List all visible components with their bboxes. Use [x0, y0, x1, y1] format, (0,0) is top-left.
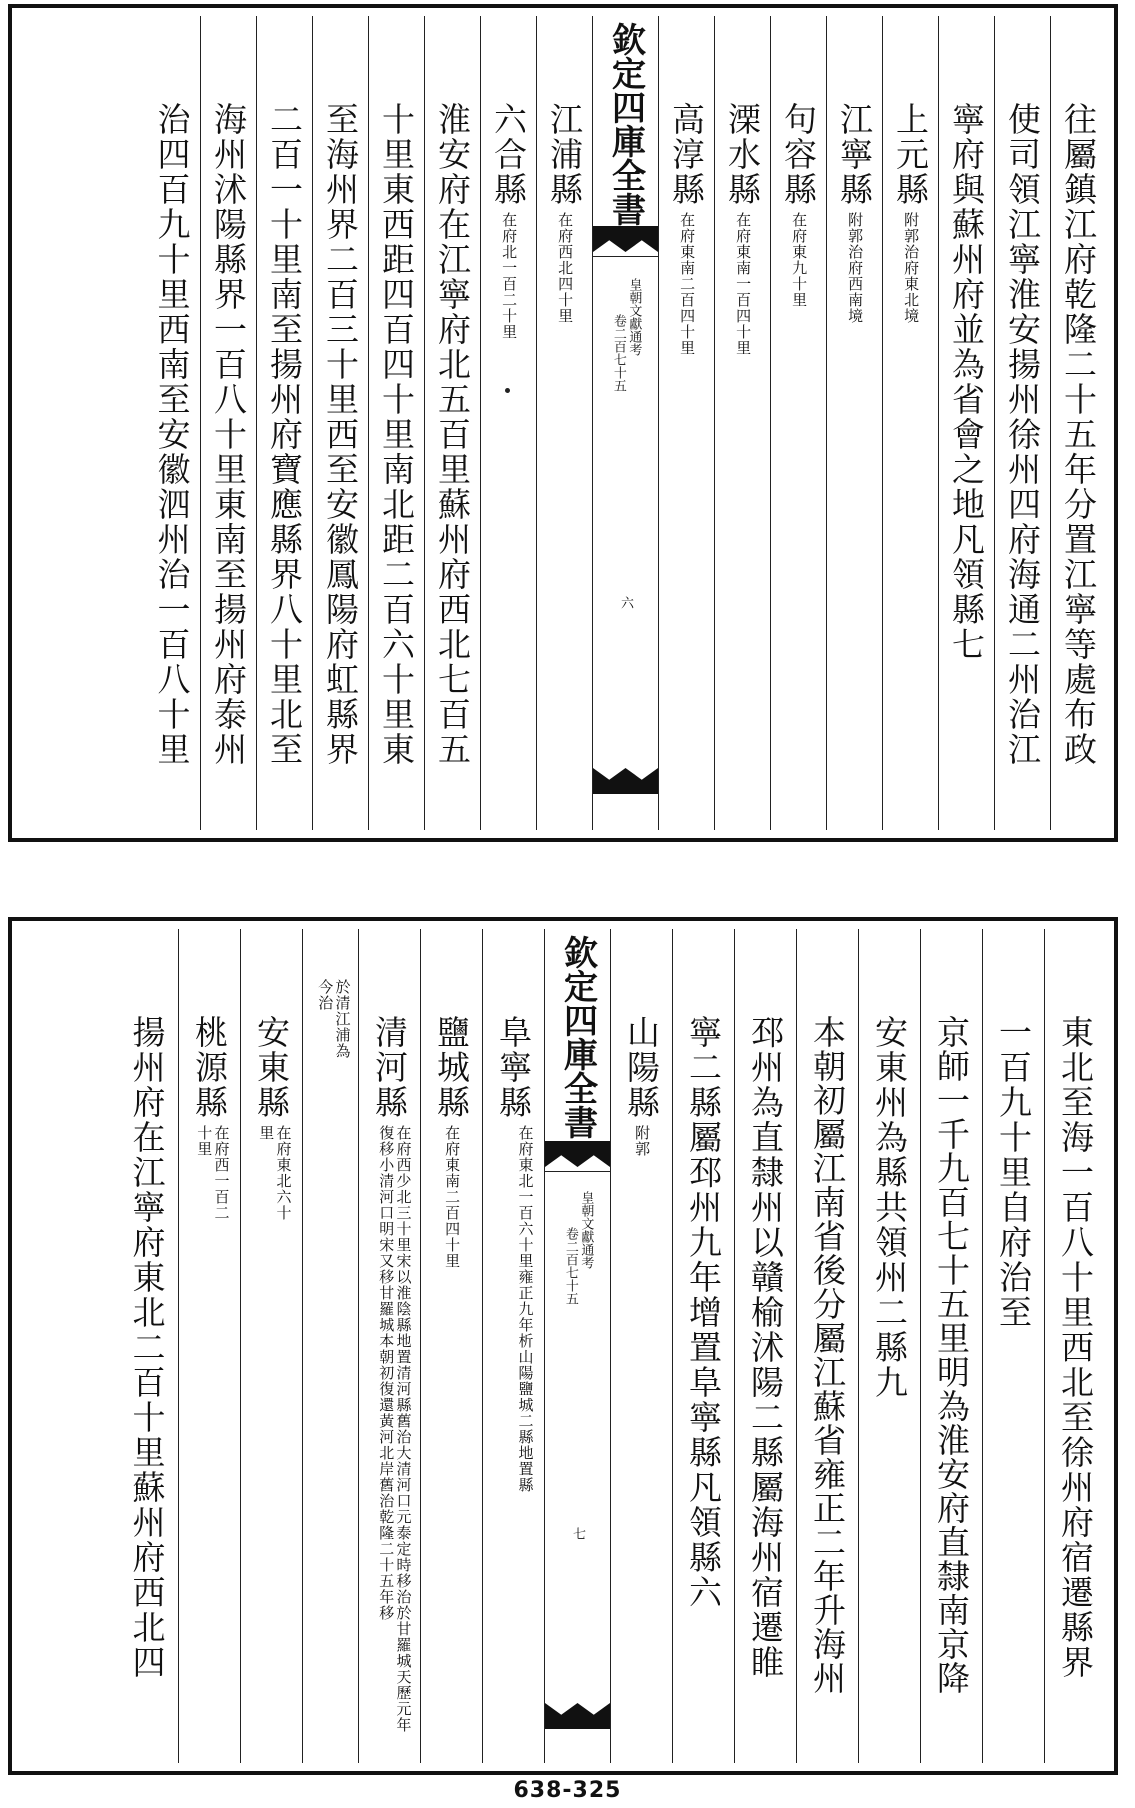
text-column	[882, 16, 938, 830]
column-main-text: 本朝初屬江南省後分屬江蘇省雍正二年升海州	[808, 1015, 847, 1695]
text-column	[734, 929, 796, 1763]
page-number: 六	[618, 596, 633, 609]
county-name: 六合縣	[489, 102, 528, 207]
text-column	[826, 16, 882, 830]
divider	[593, 256, 658, 257]
county-name: 山陽縣	[622, 1015, 661, 1120]
column-main-text: 海州沭陽縣界一百八十里東南至揚州府泰州	[209, 102, 248, 767]
text-column	[1050, 16, 1106, 830]
county-note: 在府東北一百六十里雍正九年析山陽鹽城二縣地置縣	[516, 1125, 535, 1493]
column-main-text: 東北至海一百八十里西北至徐州府宿遷縣界	[1056, 1015, 1095, 1680]
fishtail-mark	[545, 1703, 610, 1729]
column-main-text: 邳州為直隸州以贛榆沭陽二縣屬海州宿遷睢	[746, 1015, 785, 1680]
text-column	[994, 16, 1050, 830]
book-title: 欽定四庫全書	[605, 22, 646, 226]
county-note: 在府西一百二十里	[195, 1125, 231, 1221]
county-name: 江浦縣	[545, 102, 584, 207]
center-title-column	[544, 929, 610, 1763]
text-column	[1044, 929, 1106, 1763]
text-column	[858, 929, 920, 1763]
county-name: 清河縣	[370, 1015, 409, 1120]
text-columns	[20, 929, 1106, 1763]
text-column	[420, 929, 482, 1763]
county-note: 附郭治府西南境	[846, 212, 865, 324]
column-main-text: 安東州為縣共領州二縣九	[870, 1015, 909, 1400]
county-name: 安東縣	[252, 1015, 291, 1120]
column-main-text: 寧府與蘇州府並為省會之地凡領縣七	[947, 102, 986, 662]
text-column	[714, 16, 770, 830]
column-main-text: 至海州界二百三十里西至安徽鳳陽府虹縣界	[321, 102, 360, 767]
county-note: 在府西少北三十里宋以淮陰縣地置清河縣舊治大清河口元泰定時移治於甘羅城天歷元年復移小清河口明宋又移甘羅城本朝初復還黃河北岸舊治乾隆二十五年移	[377, 1125, 413, 1733]
volume-label: 卷二百七十五	[610, 314, 626, 392]
county-note: 於清江浦為今治	[316, 979, 352, 1059]
text-column	[200, 16, 256, 830]
text-columns	[20, 16, 1106, 830]
source-title: 皇朝文獻通考	[626, 278, 642, 356]
page-panel-top	[8, 4, 1118, 842]
column-main-text: 淮安府在江寧府北五百里蘇州府西北七百五	[433, 102, 472, 767]
text-column	[672, 929, 734, 1763]
page-panel-bottom	[8, 917, 1118, 1775]
divider	[545, 1171, 610, 1172]
county-note: 在府東北六十里	[257, 1125, 293, 1221]
county-name: 桃源縣	[190, 1015, 229, 1120]
county-name: 上元縣	[891, 102, 930, 207]
text-column	[144, 16, 200, 830]
text-column	[938, 16, 994, 830]
text-column	[116, 929, 178, 1763]
text-column	[610, 929, 672, 1763]
county-note: 在府西北四十里	[556, 212, 575, 324]
fishtail-mark	[593, 768, 658, 794]
volume-label: 卷二百七十五	[562, 1227, 578, 1305]
column-main-text: 使司領江寧淮安揚州徐州四府海通二州治江	[1003, 102, 1042, 767]
text-column	[982, 929, 1044, 1763]
fishtail-mark	[545, 1141, 610, 1167]
county-note: 在府東南二百四十里	[443, 1125, 462, 1269]
column-main-text: 寧二縣屬邳州九年增置阜寧縣凡領縣六	[684, 1015, 723, 1610]
text-column	[358, 929, 420, 1763]
county-note: 在府東南二百四十里	[678, 212, 697, 356]
county-note: 在府東南一百四十里	[734, 212, 753, 356]
text-column	[312, 16, 368, 830]
page-code: 638-325	[513, 1778, 622, 1803]
text-column	[302, 929, 358, 1763]
page-number: 七	[570, 1527, 585, 1540]
county-note: 附郭治府東北境	[902, 212, 921, 324]
column-main-text: 二百一十里南至揚州府寶應縣界八十里北至	[265, 102, 304, 767]
book-title: 欽定四庫全書	[557, 935, 598, 1139]
county-name: 溧水縣	[723, 102, 762, 207]
text-column	[482, 929, 544, 1763]
county-note: 在府北一百二十里	[500, 212, 519, 340]
text-column	[480, 16, 536, 830]
source-title: 皇朝文獻通考	[578, 1191, 594, 1269]
center-title-column	[592, 16, 658, 830]
text-column	[658, 16, 714, 830]
column-main-text: 往屬鎮江府乾隆二十五年分置江寧等處布政	[1059, 102, 1098, 767]
county-name: 高淳縣	[667, 102, 706, 207]
county-name: 阜寧縣	[494, 1015, 533, 1120]
text-column	[424, 16, 480, 830]
county-name: 鹽城縣	[432, 1015, 471, 1120]
text-column	[240, 929, 302, 1763]
text-column	[256, 16, 312, 830]
column-main-text: 京師一千九百七十五里明為淮安府直隸南京降	[932, 1015, 971, 1695]
text-column	[536, 16, 592, 830]
county-name: 江寧縣	[835, 102, 874, 207]
text-column	[178, 929, 240, 1763]
ink-dot	[505, 388, 510, 393]
text-column	[920, 929, 982, 1763]
column-main-text: 十里東西距四百四十里南北距二百六十里東	[377, 102, 416, 767]
fishtail-mark	[593, 226, 658, 252]
county-note: 附郭	[633, 1125, 652, 1157]
column-main-text: 揚州府在江寧府東北二百十里蘇州府西北四	[127, 1015, 167, 1680]
county-name: 句容縣	[779, 102, 818, 207]
text-column	[796, 929, 858, 1763]
county-note: 在府東九十里	[790, 212, 809, 308]
text-column	[368, 16, 424, 830]
column-main-text: 一百九十里自府治至	[994, 1015, 1033, 1330]
text-column	[770, 16, 826, 830]
column-main-text: 治四百九十里西南至安徽泗州治一百八十里	[152, 102, 192, 767]
